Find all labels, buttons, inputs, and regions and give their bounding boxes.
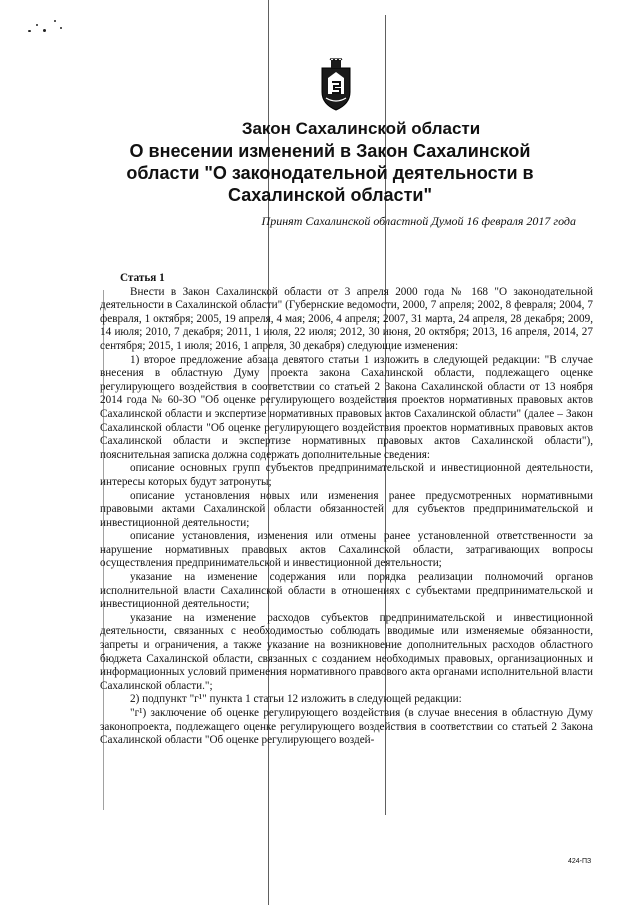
paragraph: указание на изменение расходов субъектов предпринимательской и инвестиционной деятельности, связанных с необходимостью соблюдать вводимые или изменяемые обязанности, запреты и ограничения, а также указание на возникновение дополнительных расходов областного бюджета Сахалинской области, связанных с созданием необходимых правовых, организационных и информационных условий применения нормативного правового акта органами исполнительной власти Сахалинской области."; [100,611,593,692]
title-line: О внесении изменений в Закон Сахалинской [129,141,531,161]
document-title [120,118,540,206]
document-code: 424-ПЗ [568,858,592,865]
adoption-note: Принят Сахалинской областной Думой 16 февраля 2017 года [261,214,576,228]
title-line: Сахалинской области" [227,185,432,205]
paragraph: 2) подпункт "г¹" пункта 1 статьи 12 изложить в следующей редакции: [130,693,462,706]
title-line: Закон Сахалинской области [241,119,481,138]
document-body [100,272,593,748]
paragraph: указание на изменение содержания или порядка реализации полномочий органов исполнительной власти Сахалинской области в отношениях с субъектами предпринимательской и инвестиционной деятельности; [100,571,593,611]
paragraph: описание установления, изменения или отмены ранее установленной ответственности за нарушение нормативных правовых актов Сахалинской области, затрагивающих вопросы осуществления предпринимательской и инвестиционной деятельности; [100,530,593,570]
paragraph: "г¹) заключение об оценке регулирующего воздействия (в случае внесения в областную Думу законопроекта, подлежащего оценке регулирующего воздействия в соответствии со статьей 2 Закона Сахалинской области "Об оценке регулирующего воздей- [100,707,593,747]
paragraph: 1) второе предложение абзаца девятого статьи 1 изложить в следующей редакции: "В случае внесения в областную Думу проекта закона Сахалинской области, подлежащего оценке регулирующего воздействия в соответствии со статьей 2 Закона Сахалинской области от 13 ноября 2014 года № 60-ЗО "Об оценке регулирующего воздействия проектов нормативных правовых актов Сахалинской области и экспертизе нормативных правовых актов Сахалинской области" (далее – Закон Сахалинской области "Об оценке регулирующего воздействия проектов нормативных правовых актов Сахалинской области и экспертизе нормативных правовых актов Сахалинской области"), пояснительная записка должна содержать дополнительные сведения: [100,353,593,461]
article-heading: Статья 1 [120,272,165,284]
paragraph: описание основных групп субъектов предпринимательской и инвестиционной деятельности, интересы которых будут затронуты; [100,462,593,488]
scan-speck [43,29,46,32]
scan-speck [54,20,56,22]
scan-speck [60,27,62,29]
title-line: области "О законодательной деятельности в [126,163,534,183]
paragraph: Внести в Закон Сахалинской области от 3 апреля 2000 года № 168 "О законодательной деятельности в Сахалинской области" (Губернские ведомости, 2000, 7 апреля; 2002, 8 февраля; 2004, 7 февраля, 1 октября; 2005, 19 апреля, 4 мая; 2006, 4 апреля; 2007, 31 марта, 24 апреля, 28 декабря; 2009, 14 июля; 2010, 7 декабря; 2011, 1 июля, 22 июля; 2012, 30 июня, 20 октября; 2013, 16 апреля, 2014, 27 сентября; 2015, 1 июля; 2016, 1 апреля, 30 декабря) следующие изменения: [100,285,593,352]
scan-speck [36,24,38,26]
coat-of-arms-emblem [318,58,354,114]
paragraph: описание установления новых или изменения ранее предусмотренных нормативными правовыми актами Сахалинской области обязанностей для субъектов предпринимательской и инвестиционной деятельности; [100,489,593,529]
scan-speck [28,30,31,32]
